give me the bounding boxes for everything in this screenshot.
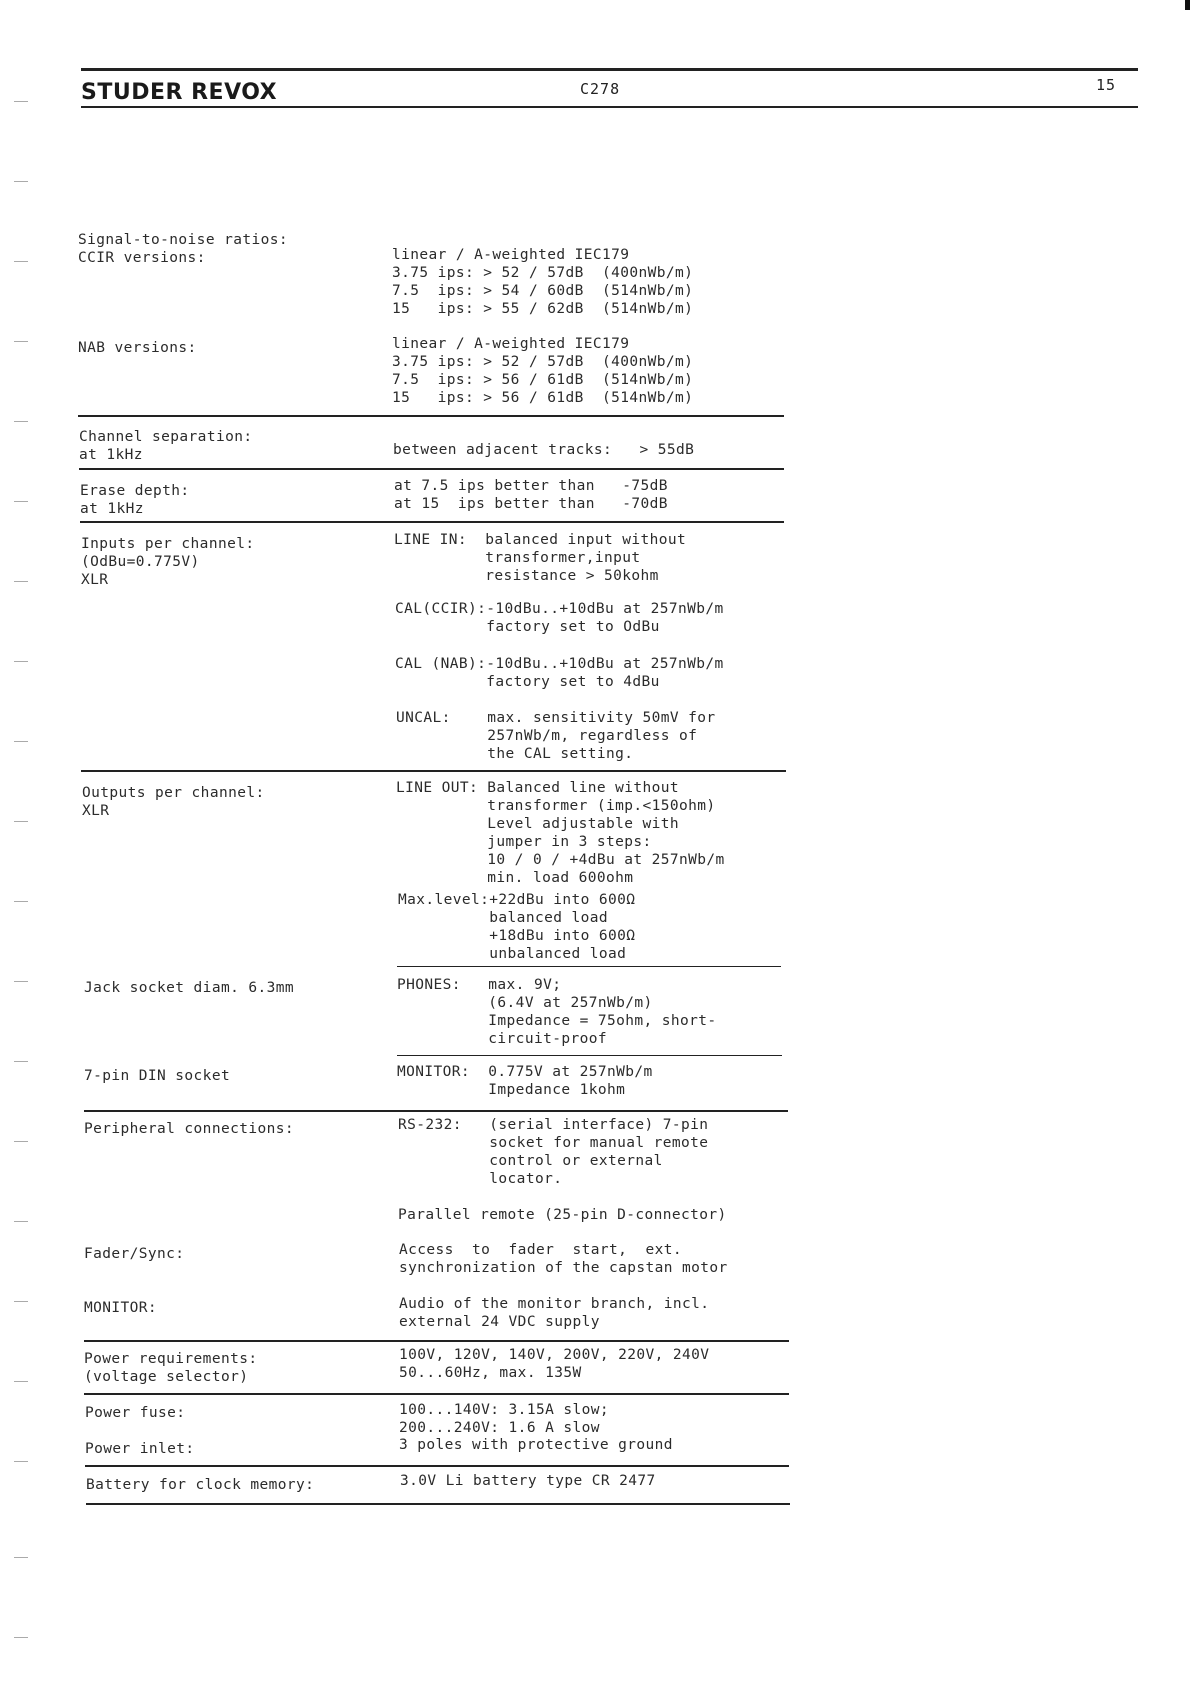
- power-inlet-label: Power inlet:: [85, 1441, 195, 1457]
- margin-tick: [14, 661, 28, 662]
- parallel-remote-value: Parallel remote (25-pin D-connector): [398, 1207, 727, 1223]
- header-top-rule: [81, 68, 1138, 71]
- header-bottom-rule: [81, 106, 1138, 108]
- snr-nab-label: NAB versions:: [78, 340, 197, 356]
- erase-depth-value: at 7.5 ips better than -75dB at 15 ips better than -70dB: [394, 478, 668, 512]
- power-fuse-label: Power fuse:: [85, 1405, 186, 1421]
- power-requirements-label: Power requirements: (voltage selector): [84, 1351, 258, 1385]
- margin-tick: [14, 1301, 28, 1302]
- monitor-label: MONITOR:: [84, 1300, 158, 1316]
- divider: [84, 1340, 789, 1342]
- monitor-value: Audio of the monitor branch, incl. external 24 VDC supply: [399, 1296, 710, 1330]
- power-requirements-value: 100V, 120V, 140V, 200V, 220V, 240V 50...60Hz, max. 135W: [399, 1347, 710, 1381]
- scan-edge-mark: [1185, 0, 1190, 10]
- margin-tick: [14, 741, 28, 742]
- battery-value: 3.0V Li battery type CR 2477: [400, 1473, 656, 1489]
- divider: [84, 1393, 789, 1395]
- margin-tick: [14, 1461, 28, 1462]
- divider: [84, 1110, 788, 1112]
- divider: [81, 770, 786, 772]
- fader-sync-label: Fader/Sync:: [84, 1246, 185, 1262]
- snr-label: Signal-to-noise ratios: CCIR versions:: [78, 232, 288, 266]
- divider: [78, 415, 784, 417]
- phones-value: PHONES: max. 9V; (6.4V at 257nWb/m) Impedance = 75ohm, short- circuit-proof: [397, 977, 717, 1047]
- margin-tick: [14, 501, 28, 502]
- channel-separation-value: between adjacent tracks: > 55dB: [393, 442, 695, 458]
- margin-tick: [14, 981, 28, 982]
- margin-tick: [14, 1061, 28, 1062]
- margin-tick: [14, 1381, 28, 1382]
- margin-tick: [14, 341, 28, 342]
- model-number: C278: [580, 80, 621, 98]
- peripheral-label: Peripheral connections:: [84, 1121, 294, 1137]
- divider: [80, 521, 784, 523]
- margin-tick: [14, 101, 28, 102]
- battery-label: Battery for clock memory:: [86, 1477, 315, 1493]
- divider: [86, 1503, 790, 1505]
- sub-divider: [397, 1055, 782, 1056]
- margin-tick: [14, 581, 28, 582]
- line-in-value: LINE IN: balanced input without transformer,input resistance > 50kohm: [394, 532, 687, 584]
- cal-nab-value: CAL (NAB):-10dBu..+10dBu at 257nWb/m factory set to 4dBu: [395, 656, 724, 690]
- sub-divider: [397, 966, 781, 967]
- power-fuse-value: 100...140V: 3.15A slow; 200...240V: 1.6 A slow: [399, 1402, 609, 1436]
- power-inlet-value: 3 poles with protective ground: [399, 1437, 673, 1453]
- max-level-value: Max.level:+22dBu into 600Ω balanced load +18dBu into 600Ω unbalanced load: [398, 892, 636, 962]
- margin-tick: [14, 1557, 28, 1558]
- margin-tick: [14, 1141, 28, 1142]
- erase-depth-label: Erase depth: at 1kHz: [80, 483, 190, 517]
- margin-tick: [14, 181, 28, 182]
- divider: [85, 1465, 789, 1467]
- rs232-value: RS-232: (serial interface) 7-pin socket for manual remote control or external locator.: [398, 1117, 709, 1187]
- phones-label: Jack socket diam. 6.3mm: [84, 980, 294, 996]
- divider: [79, 468, 784, 470]
- channel-separation-label: Channel separation: at 1kHz: [79, 429, 253, 463]
- margin-tick: [14, 261, 28, 262]
- margin-tick: [14, 901, 28, 902]
- monitor-socket-label: 7-pin DIN socket: [84, 1068, 231, 1084]
- margin-tick: [14, 1221, 28, 1222]
- line-out-value: LINE OUT: Balanced line without transformer (imp.<150ohm) Level adjustable with jumper in 3 steps: 10 / 0 / +4dBu at 257nWb/m min. load 600ohm: [396, 780, 725, 886]
- margin-tick: [14, 821, 28, 822]
- cal-ccir-value: CAL(CCIR):-10dBu..+10dBu at 257nWb/m factory set to OdBu: [395, 601, 724, 635]
- outputs-label: Outputs per channel: XLR: [82, 785, 265, 819]
- snr-ccir-value: linear / A-weighted IEC179 3.75 ips: > 52 / 57dB (400nWb/m) 7.5 ips: > 54 / 60dB (514nWb/m) 15 ips: > 55 / 62dB (514nWb/m): [392, 247, 694, 317]
- fader-sync-value: Access to fader start, ext. synchronization of the capstan motor: [399, 1242, 728, 1276]
- margin-tick: [14, 421, 28, 422]
- brand-logo: STUDER REVOX: [81, 80, 278, 105]
- inputs-label: Inputs per channel: (OdBu=0.775V) XLR: [81, 536, 255, 588]
- snr-nab-value: linear / A-weighted IEC179 3.75 ips: > 52 / 57dB (400nWb/m) 7.5 ips: > 56 / 61dB (514nWb/m) 15 ips: > 56 / 61dB (514nWb/m): [392, 336, 694, 406]
- uncal-value: UNCAL: max. sensitivity 50mV for 257nWb/m, regardless of the CAL setting.: [396, 710, 716, 762]
- margin-tick: [14, 1637, 28, 1638]
- monitor-output-value: MONITOR: 0.775V at 257nWb/m Impedance 1kohm: [397, 1064, 653, 1098]
- page-number: 15: [1096, 76, 1117, 94]
